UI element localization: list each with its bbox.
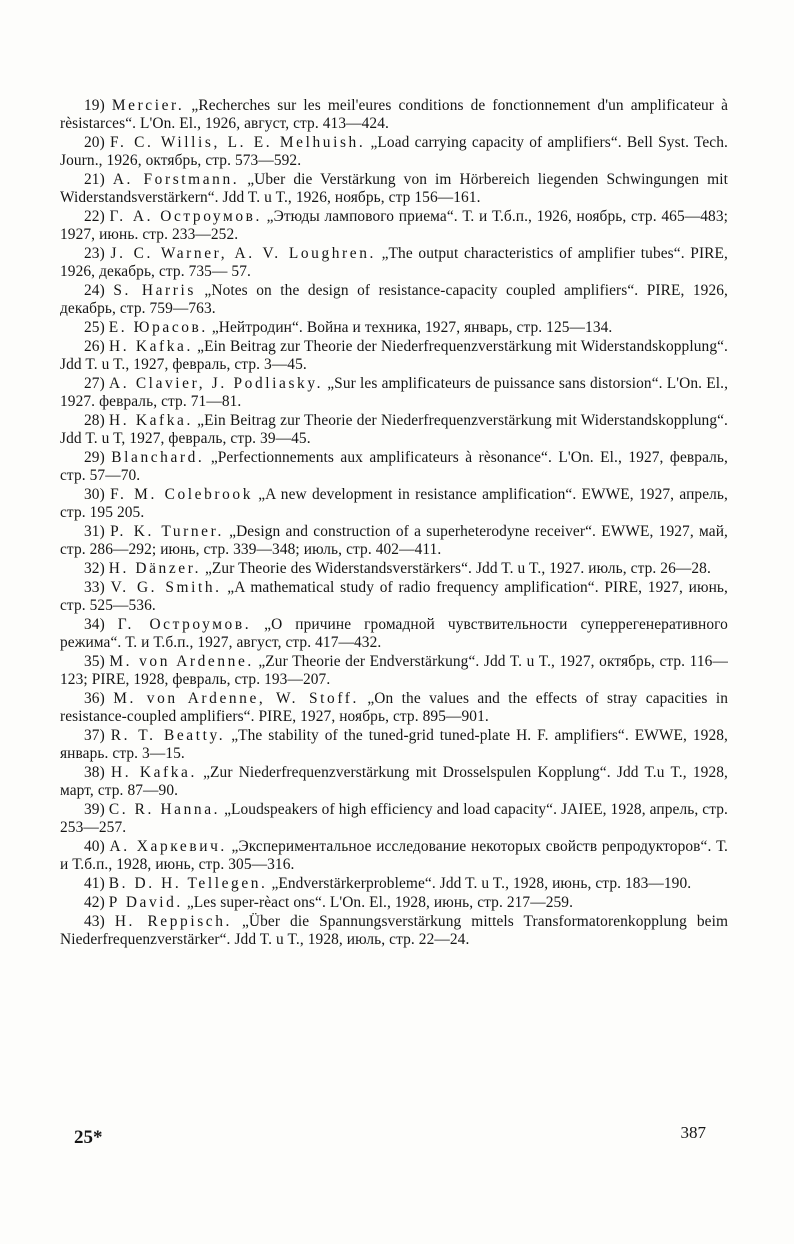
reference-author: F. M. Colebrook [110, 486, 254, 504]
reference-number: 42) [84, 894, 105, 912]
reference-author: Г. Остроумов. [117, 616, 252, 634]
reference-number: 43) [84, 913, 105, 931]
reference-text: „Notes on the design of resistance-capacity coupled amplifiers“. PIRE, 1926, декабрь, стр. 759—763. [60, 282, 728, 317]
reference-entry [60, 838, 728, 874]
reference-author: Mercier. [111, 97, 185, 114]
reference-entry [60, 338, 728, 374]
reference-author: M. von Ardenne. [109, 653, 254, 671]
reference-number: 31) [84, 523, 105, 541]
reference-author: M. von Ardenne, W. Stoff. [113, 690, 359, 708]
reference-author: C. R. Hanna. [108, 801, 221, 819]
reference-text: „Uber die Verstärkung von im Hörbereich liegenden Schwingungen mit Widerstandsverstärkern“. Jdd T. u T., 1926, ноябрь, стр 156—161. [60, 171, 729, 206]
reference-author: V. G. Smith. [110, 579, 222, 597]
reference-entry [60, 134, 728, 170]
reference-number: 37) [84, 727, 105, 745]
reference-text: „Zur Theorie des Widerstandsverstärkers“. Jdd T. u T., 1927. июль, стр. 26—28. [201, 560, 711, 578]
reference-author: A. Clavier, J. Podliasky. [109, 375, 324, 393]
reference-number: 40) [84, 838, 105, 856]
reference-number: 26) [84, 338, 105, 356]
reference-text: „Экспериментальное исследование некоторых свойств репродукторов“. Т. и Т.б.п., 1928, июнь, стр. 305—316. [60, 838, 728, 874]
reference-author: F. C. Willis, L. E. Melhuish. [110, 134, 366, 151]
reference-author: J. C. Warner, A. V. Loughren. [110, 245, 376, 262]
reference-text: „Этюды лампового приема“. Т. и Т.б.п., 1926, ноябрь, стр. 465—483; 1927, июнь. стр. 233—252. [60, 208, 728, 243]
reference-text: „Recherches sur les meil'eures conditions de fonctionnement d'un amplificateur à rèsistarces“. L'On. El., 1926, август, стр. 413—424. [60, 97, 728, 132]
reference-entry [60, 245, 728, 281]
reference-number: 21) [84, 171, 105, 188]
reference-entry [60, 653, 728, 689]
reference-text: „Endverstärkerprobleme“. Jdd T. u T., 1928, июнь, стр. 183—190. [267, 875, 692, 893]
reference-text: „О причине громадной чувствительности суперрегенеративного режима“. Т. и Т.б.п., 1927, август, стр. 417—432. [60, 616, 728, 652]
reference-number: 22) [84, 208, 105, 225]
reference-text: „Ein Beitrag zur Theorie der Niederfrequenzverstärkung mit Widerstandskopplung“. Jdd T. u T, 1927, февраль, стр. 39—45. [60, 412, 728, 447]
reference-author: S. Harris [113, 282, 196, 299]
reference-text: „Design and construction of a superheterodyne receiver“. EWWE, 1927, май, стр. 286—292; июнь, стр. 339—348; июль, стр. 402—411. [60, 523, 728, 558]
reference-text: „Perfectionnements aux amplificateurs à rèsonance“. L'On. El., 1927, февраль, стр. 57—70. [60, 449, 728, 484]
reference-author: Blanchard. [111, 449, 205, 467]
reference-number: 19) [84, 97, 105, 114]
reference-number: 28) [84, 412, 105, 430]
reference-author: R. T. Beatty. [110, 727, 226, 745]
reference-entry [60, 690, 728, 726]
reference-text: „Sur les amplificateurs de puissance sans distorsion“. L'On. El., 1927. февраль, стр. 71—81. [60, 375, 729, 410]
reference-author: H. Reppisch. [114, 913, 232, 931]
reference-entry [60, 801, 728, 837]
reference-number: 35) [84, 653, 105, 671]
reference-author: H. Dänzer. [108, 560, 202, 578]
reference-text: „Zur Theorie der Endverstärkung“. Jdd T. u T., 1927, октябрь, стр. 116—123; PIRE, 1928, февраль, стр. 193—207. [60, 653, 728, 689]
reference-author: H. Kafka. [109, 338, 193, 356]
reference-author: E. Юрасов. [108, 319, 208, 336]
page-footer [60, 1123, 728, 1147]
reference-text: „On the values and the effects of stray capacities in resistance-coupled amplifiers“. PIRE, 1927, ноябрь, стр. 895—901. [60, 690, 728, 726]
page-number: 387 [680, 1123, 706, 1142]
reference-entry [60, 616, 728, 652]
reference-author: H. Kafka. [111, 764, 197, 782]
reference-number: 25) [84, 319, 105, 336]
reference-entry [60, 875, 728, 893]
reference-text: „Loudspeakers of high efficiency and load capacity“. JAIEE, 1928, апрель, стр. 253—257. [60, 801, 728, 837]
reference-text: „The output characteristics of amplifier tubes“. PIRE, 1926, декабрь, стр. 735— 57. [60, 245, 728, 280]
reference-text: „A new development in resistance amplification“. EWWE, 1927, апрель, стр. 195 205. [60, 486, 728, 521]
reference-text: „Zur Niederfrequenzverstärkung mit Drosselspulen Kopplung“. Jdd T.u T., 1928, март, стр. 87—90. [60, 764, 729, 800]
reference-number: 36) [84, 690, 105, 708]
reference-number: 33) [84, 579, 105, 597]
reference-author: A. Forstmann. [112, 171, 240, 188]
reference-text: „The stability of the tuned-grid tuned-plate H. F. amplifiers“. EWWE, 1928, январь. стр. 3—15. [60, 727, 729, 763]
reference-entry [60, 97, 728, 133]
reference-number: 27) [84, 375, 105, 393]
reference-entry [60, 412, 728, 448]
reference-entry [60, 579, 728, 615]
reference-author: А. Харкевич. [109, 838, 227, 856]
reference-number: 38) [84, 764, 105, 782]
reference-text: „Load carrying capacity of amplifiers“. Bell Syst. Tech. Journ., 1926, октябрь, стр. 573—592. [60, 134, 728, 169]
reference-author: P David. [108, 894, 183, 912]
reference-number: 32) [84, 560, 105, 578]
reference-author: Г. А. Остроумов. [109, 208, 262, 225]
reference-entry [60, 727, 728, 763]
reference-text: „Les super-rèact ons“. L'On. El., 1928, июнь, стр. 217—259. [182, 894, 574, 912]
reference-number: 41) [84, 875, 105, 893]
reference-number: 29) [84, 449, 105, 467]
reference-list [60, 97, 728, 950]
reference-number: 39) [84, 801, 105, 819]
reference-entry [60, 523, 728, 559]
reference-entry [60, 913, 728, 949]
reference-number: 20) [84, 134, 105, 151]
reference-number: 30) [84, 486, 105, 504]
reference-author: H. Kafka. [109, 412, 193, 430]
reference-text: „Нейтродин“. Война и техника, 1927, январь, стр. 125—134. [207, 319, 613, 336]
reference-entry [60, 282, 728, 318]
reference-author: P. K. Turner. [110, 523, 224, 541]
reference-number: 23) [84, 245, 105, 262]
reference-number: 24) [84, 282, 105, 299]
reference-number: 34) [84, 616, 105, 634]
reference-text: „A mathematical study of radio frequency amplification“. PIRE, 1927, июнь, стр. 525—536. [60, 579, 728, 615]
reference-entry [60, 560, 728, 578]
printer-signature-mark: 25* [74, 1127, 103, 1148]
reference-entry [60, 894, 728, 912]
reference-entry [60, 375, 728, 411]
reference-entry [60, 449, 728, 485]
reference-entry [60, 486, 728, 522]
reference-author: B. D. H. Tellegen. [108, 875, 268, 893]
reference-text: „Über die Spannungsverstärkung mittels Transformatorenkopplung beim Niederfrequenzverstärker“. Jdd T. u T., 1928, июль, стр. 22—24. [60, 913, 729, 949]
reference-entry [60, 764, 728, 800]
reference-entry [60, 208, 728, 244]
reference-entry [60, 319, 728, 337]
reference-entry [60, 171, 728, 207]
reference-text: „Ein Beitrag zur Theorie der Niederfrequenzverstärkung mit Widerstandskopplung“. Jdd T. u T., 1927, февраль, стр. 3—45. [60, 338, 728, 373]
